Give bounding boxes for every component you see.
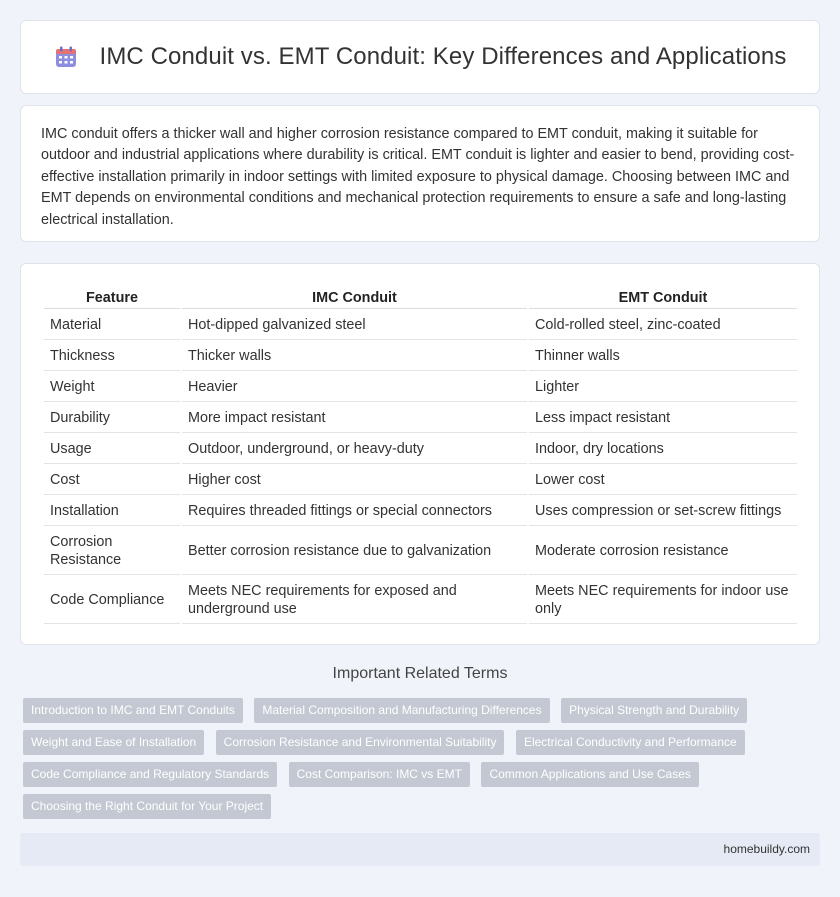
footer-site-link[interactable]: homebuildy.com xyxy=(723,842,810,856)
emt-cell: Meets NEC requirements for indoor use only xyxy=(529,577,797,624)
related-terms-title: Important Related Terms xyxy=(332,665,508,682)
calendar-icon xyxy=(54,45,78,69)
imc-cell: Higher cost xyxy=(182,466,527,495)
table-row xyxy=(44,342,797,371)
imc-cell: More impact resistant xyxy=(182,404,527,433)
related-term-tag[interactable]: Cost Comparison: IMC vs EMT xyxy=(289,762,470,787)
table-header-row xyxy=(44,286,797,309)
related-term-tag[interactable]: Physical Strength and Durability xyxy=(561,698,747,723)
table-row xyxy=(44,577,797,624)
emt-cell: Moderate corrosion resistance xyxy=(529,528,797,575)
column-header-imc: IMC Conduit xyxy=(182,286,527,309)
feature-cell: Installation xyxy=(44,497,180,526)
related-terms-list xyxy=(23,698,803,826)
feature-cell: Weight xyxy=(44,373,180,402)
emt-cell: Indoor, dry locations xyxy=(529,435,797,464)
related-term-tag[interactable]: Common Applications and Use Cases xyxy=(481,762,698,787)
column-header-feature: Feature xyxy=(44,286,180,309)
emt-cell: Cold-rolled steel, zinc-coated xyxy=(529,311,797,340)
feature-cell: Thickness xyxy=(44,342,180,371)
intro-paragraph: IMC conduit offers a thicker wall and higher corrosion resistance compared to EMT conduit, making it suitable for outdoor and industrial applications where durability is critical. EMT conduit is lighter and easier to bend, providing cost-effective installation primarily in indoor settings with limited exposure to physical damage. Choosing between IMC and EMT depends on environmental conditions and mechanical protection requirements to ensure a safe and long-lasting electrical installation. xyxy=(41,126,795,228)
related-term-tag[interactable]: Weight and Ease of Installation xyxy=(23,730,204,755)
imc-cell: Better corrosion resistance due to galvanization xyxy=(182,528,527,575)
footer xyxy=(20,833,820,866)
title-card xyxy=(20,20,820,94)
related-term-tag[interactable]: Material Composition and Manufacturing Differences xyxy=(254,698,549,723)
comparison-table xyxy=(42,284,799,626)
related-term-tag[interactable]: Corrosion Resistance and Environmental Suitability xyxy=(216,730,505,755)
related-term-tag[interactable]: Electrical Conductivity and Performance xyxy=(516,730,745,755)
intro-card xyxy=(20,105,820,242)
feature-cell: Cost xyxy=(44,466,180,495)
imc-cell: Hot-dipped galvanized steel xyxy=(182,311,527,340)
related-term-tag[interactable]: Choosing the Right Conduit for Your Project xyxy=(23,794,271,819)
emt-cell: Thinner walls xyxy=(529,342,797,371)
table-row xyxy=(44,373,797,402)
page-title: IMC Conduit vs. EMT Conduit: Key Differences and Applications xyxy=(99,43,787,70)
column-header-emt: EMT Conduit xyxy=(529,286,797,309)
emt-cell: Less impact resistant xyxy=(529,404,797,433)
table-row xyxy=(44,311,797,340)
table-row xyxy=(44,466,797,495)
feature-cell: Corrosion Resistance xyxy=(44,528,180,575)
imc-cell: Heavier xyxy=(182,373,527,402)
table-row xyxy=(44,435,797,464)
related-term-tag[interactable]: Introduction to IMC and EMT Conduits xyxy=(23,698,243,723)
emt-cell: Uses compression or set-screw fittings xyxy=(529,497,797,526)
imc-cell: Meets NEC requirements for exposed and underground use xyxy=(182,577,527,624)
imc-cell: Outdoor, underground, or heavy-duty xyxy=(182,435,527,464)
table-row xyxy=(44,497,797,526)
emt-cell: Lower cost xyxy=(529,466,797,495)
imc-cell: Thicker walls xyxy=(182,342,527,371)
imc-cell: Requires threaded fittings or special connectors xyxy=(182,497,527,526)
table-row xyxy=(44,404,797,433)
emt-cell: Lighter xyxy=(529,373,797,402)
feature-cell: Code Compliance xyxy=(44,577,180,624)
feature-cell: Durability xyxy=(44,404,180,433)
related-term-tag[interactable]: Code Compliance and Regulatory Standards xyxy=(23,762,277,787)
table-row xyxy=(44,528,797,575)
feature-cell: Usage xyxy=(44,435,180,464)
feature-cell: Material xyxy=(44,311,180,340)
comparison-table-card xyxy=(20,263,820,645)
